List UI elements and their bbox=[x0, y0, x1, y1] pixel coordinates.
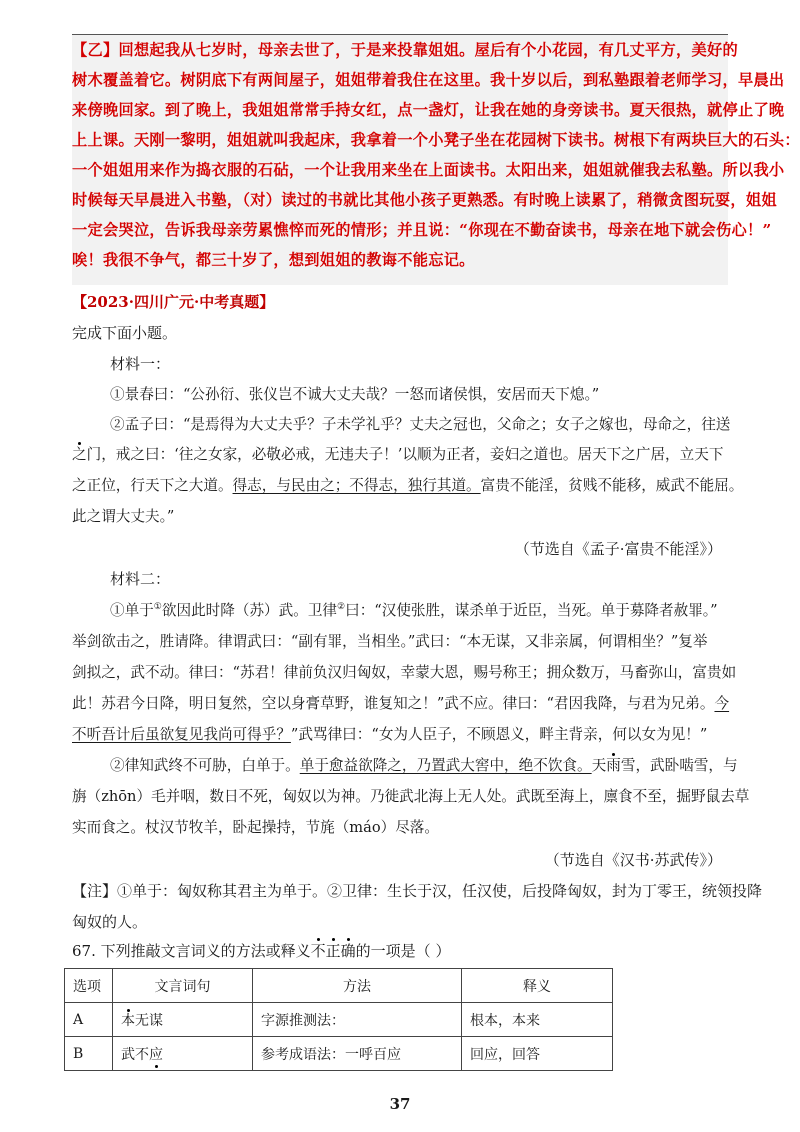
instruction: 完成下面小题。 bbox=[72, 324, 178, 342]
text-run: 之正位，行天下之大道。 bbox=[72, 477, 233, 494]
footnote-marker: ② bbox=[337, 602, 346, 613]
phrase-cell bbox=[113, 1003, 253, 1037]
footnote-marker: ① bbox=[153, 602, 162, 613]
material2-line: 实而食之。杖汉节牧羊，卧起操持，节旄（máo）尽落。 bbox=[72, 819, 439, 836]
table-row bbox=[65, 1003, 613, 1037]
meaning-cell: 回应，回答 bbox=[462, 1037, 613, 1071]
material2-source: （节选自《汉书·苏武传》） bbox=[544, 851, 722, 869]
translation-line: 一个姐姐用来作为捣衣服的石砧，一个让我用来坐在上面读书。太阳出来，姐姐就催我去私塾。所以我小 bbox=[72, 161, 785, 179]
emphasis-char: 不 bbox=[310, 942, 326, 960]
material2-line: 旃（zhōn）毛并咽，数日不死，匈奴以为神。乃徙武北海上无人处。武既至海上，廪食不至，掘野鼠去草 bbox=[72, 788, 750, 805]
text-run: 天 bbox=[591, 757, 607, 774]
material1-para1: ①景春曰：“公孙衍、张仪岂不诚大丈夫哉？一怒而诸侯惧，安居而天下熄。” bbox=[110, 386, 600, 403]
translation-line: 树木覆盖着它。树阴底下有两间屋子，姐姐带着我住在这里。我十岁以后，到私塾跟着老师学习，早晨出 bbox=[72, 71, 785, 89]
emphasis-char: 本 bbox=[121, 1012, 135, 1029]
page-number: 37 bbox=[389, 1095, 411, 1113]
text-run: 67. 下列推敲文言词义的方法或释义 bbox=[72, 942, 311, 960]
text-run: 雪，武卧啮雪，与 bbox=[620, 757, 738, 774]
question-67 bbox=[72, 940, 450, 961]
text-run: 门，戒之曰：‘往之女家，必敬必戒，无违夫子！’以顺为正者，妾妇之道也。居天下之广居，立天下 bbox=[86, 446, 724, 463]
translation-line: 唉！我很不争气，都三十岁了，想到姐姐的教诲不能忘记。 bbox=[72, 251, 475, 269]
table-header: 选项 bbox=[65, 969, 113, 1003]
meaning-cell: 根本，本来 bbox=[462, 1003, 613, 1037]
translation-line: 一定会哭泣，告诉我母亲劳累憔悴而死的情形；并且说：“你现在不勤奋读书，母亲在地下就会伤心！” bbox=[72, 221, 772, 239]
source-tag: 【2023·四川广元·中考真题】 bbox=[72, 293, 275, 311]
text-run: 欲因此时降（苏）武。卫律 bbox=[161, 602, 338, 619]
material1-para2-line: 此之谓大丈夫。” bbox=[72, 508, 175, 525]
note-line: 【注】①单于：匈奴称其君主为单于。②卫律：生长于汉，任汉使，后投降匈奴，封为丁零王，统领投降 bbox=[72, 882, 763, 900]
text-run: 的一项是（ ） bbox=[355, 942, 451, 960]
underlined-sentence: 今 bbox=[714, 695, 730, 712]
method-cell: 参考成语法：一呼百应 bbox=[253, 1037, 462, 1071]
table-header: 文言词句 bbox=[113, 969, 253, 1003]
emphasis-char: 雨 bbox=[606, 757, 621, 774]
text-run: ①单于 bbox=[110, 602, 154, 619]
emphasis-char: 之 bbox=[72, 446, 87, 463]
text-run: 富贵不能淫，贫贱不能移，威武不能屈。 bbox=[480, 477, 744, 494]
text-run: 曰：“汉使张胜，谋杀单于近臣，当死。单于募降者赦罪。” bbox=[345, 602, 718, 619]
material2-line bbox=[72, 723, 707, 744]
table-header-row bbox=[65, 969, 613, 1003]
note-line: 匈奴的人。 bbox=[72, 913, 148, 931]
emphasis-char: 应 bbox=[149, 1046, 163, 1063]
option-letter: A bbox=[65, 1003, 113, 1037]
text-run: 无谋 bbox=[135, 1012, 163, 1029]
text-run: ②律知武终不可胁，白单于。 bbox=[110, 757, 300, 774]
translation-line: 来傍晚回家。到了晚上，我姐姐常常手持女红，点一盏灯，让我在她的身旁读书。夏天很热，就停止了晚 bbox=[72, 101, 785, 119]
material2-line bbox=[110, 599, 718, 620]
translation-box bbox=[72, 34, 800, 285]
material2-line bbox=[110, 754, 738, 775]
table-row bbox=[65, 1037, 613, 1071]
text-run: 此！苏君今日降，明日复然，空以身膏草野，谁复知之！”武不应。律曰：“君因我降，与君为兄弟。 bbox=[72, 695, 715, 712]
table-header: 方法 bbox=[253, 969, 462, 1003]
text-run: ”武骂律曰：“女为人臣子，不顾恩义，畔主背亲，何以女为见！” bbox=[290, 726, 708, 743]
material2-line: 举剑欲击之，胜请降。律谓武曰：“副有罪，当相坐。”武曰：“本无谋，又非亲属，何谓相坐？”复举 bbox=[72, 633, 708, 650]
options-table bbox=[64, 968, 613, 1071]
emphasis-char: 确 bbox=[340, 942, 356, 960]
translation-line: 上上课。天刚一黎明，姐姐就叫我起床，我拿着一个小凳子坐在花园树下读书。树根下有两块巨大的石头： bbox=[72, 131, 800, 149]
option-letter: B bbox=[65, 1037, 113, 1071]
phrase-cell bbox=[113, 1037, 253, 1071]
underlined-sentence: 得志，与民由之；不得志，独行其道。 bbox=[232, 477, 481, 494]
translation-line: 时候每天早晨进入书塾，（对）读过的书就比其他小孩子更熟悉。有时晚上读累了，稍微贪图玩耍，姐姐 bbox=[72, 191, 777, 209]
text-run: 武不 bbox=[121, 1046, 149, 1063]
method-cell: 字源推测法： bbox=[253, 1003, 462, 1037]
material1-source: （节选自《孟子·富贵不能淫》） bbox=[514, 540, 722, 558]
material2-line bbox=[72, 692, 729, 713]
emphasis-char: 正 bbox=[325, 942, 341, 960]
underlined-sentence: 不听吾计后虽欲复见我尚可得乎？ bbox=[72, 726, 291, 743]
material1-para2-line bbox=[72, 474, 743, 495]
material1-label: 材料一： bbox=[110, 355, 171, 373]
material1-para2-line bbox=[72, 443, 723, 464]
material2-label: 材料二： bbox=[110, 570, 171, 588]
translation-line: 【乙】回想起我从七岁时，母亲去世了，于是来投靠姐姐。屋后有个小花园，有几丈平方，美好的 bbox=[72, 41, 738, 59]
material1-para2-line: ②孟子曰：“是焉得为大丈夫乎？子未学礼乎？丈夫之冠也，父命之；女子之嫁也，母命之，往送 bbox=[110, 416, 731, 433]
underlined-sentence: 单于愈益欲降之，乃置武大窖中，绝不饮食。 bbox=[299, 757, 592, 774]
table-header: 释义 bbox=[462, 969, 613, 1003]
material2-line: 剑拟之，武不动。律曰：“苏君！律前负汉归匈奴，幸蒙大恩，赐号称王；拥众数万，马畜弥山，富贵如 bbox=[72, 664, 737, 681]
